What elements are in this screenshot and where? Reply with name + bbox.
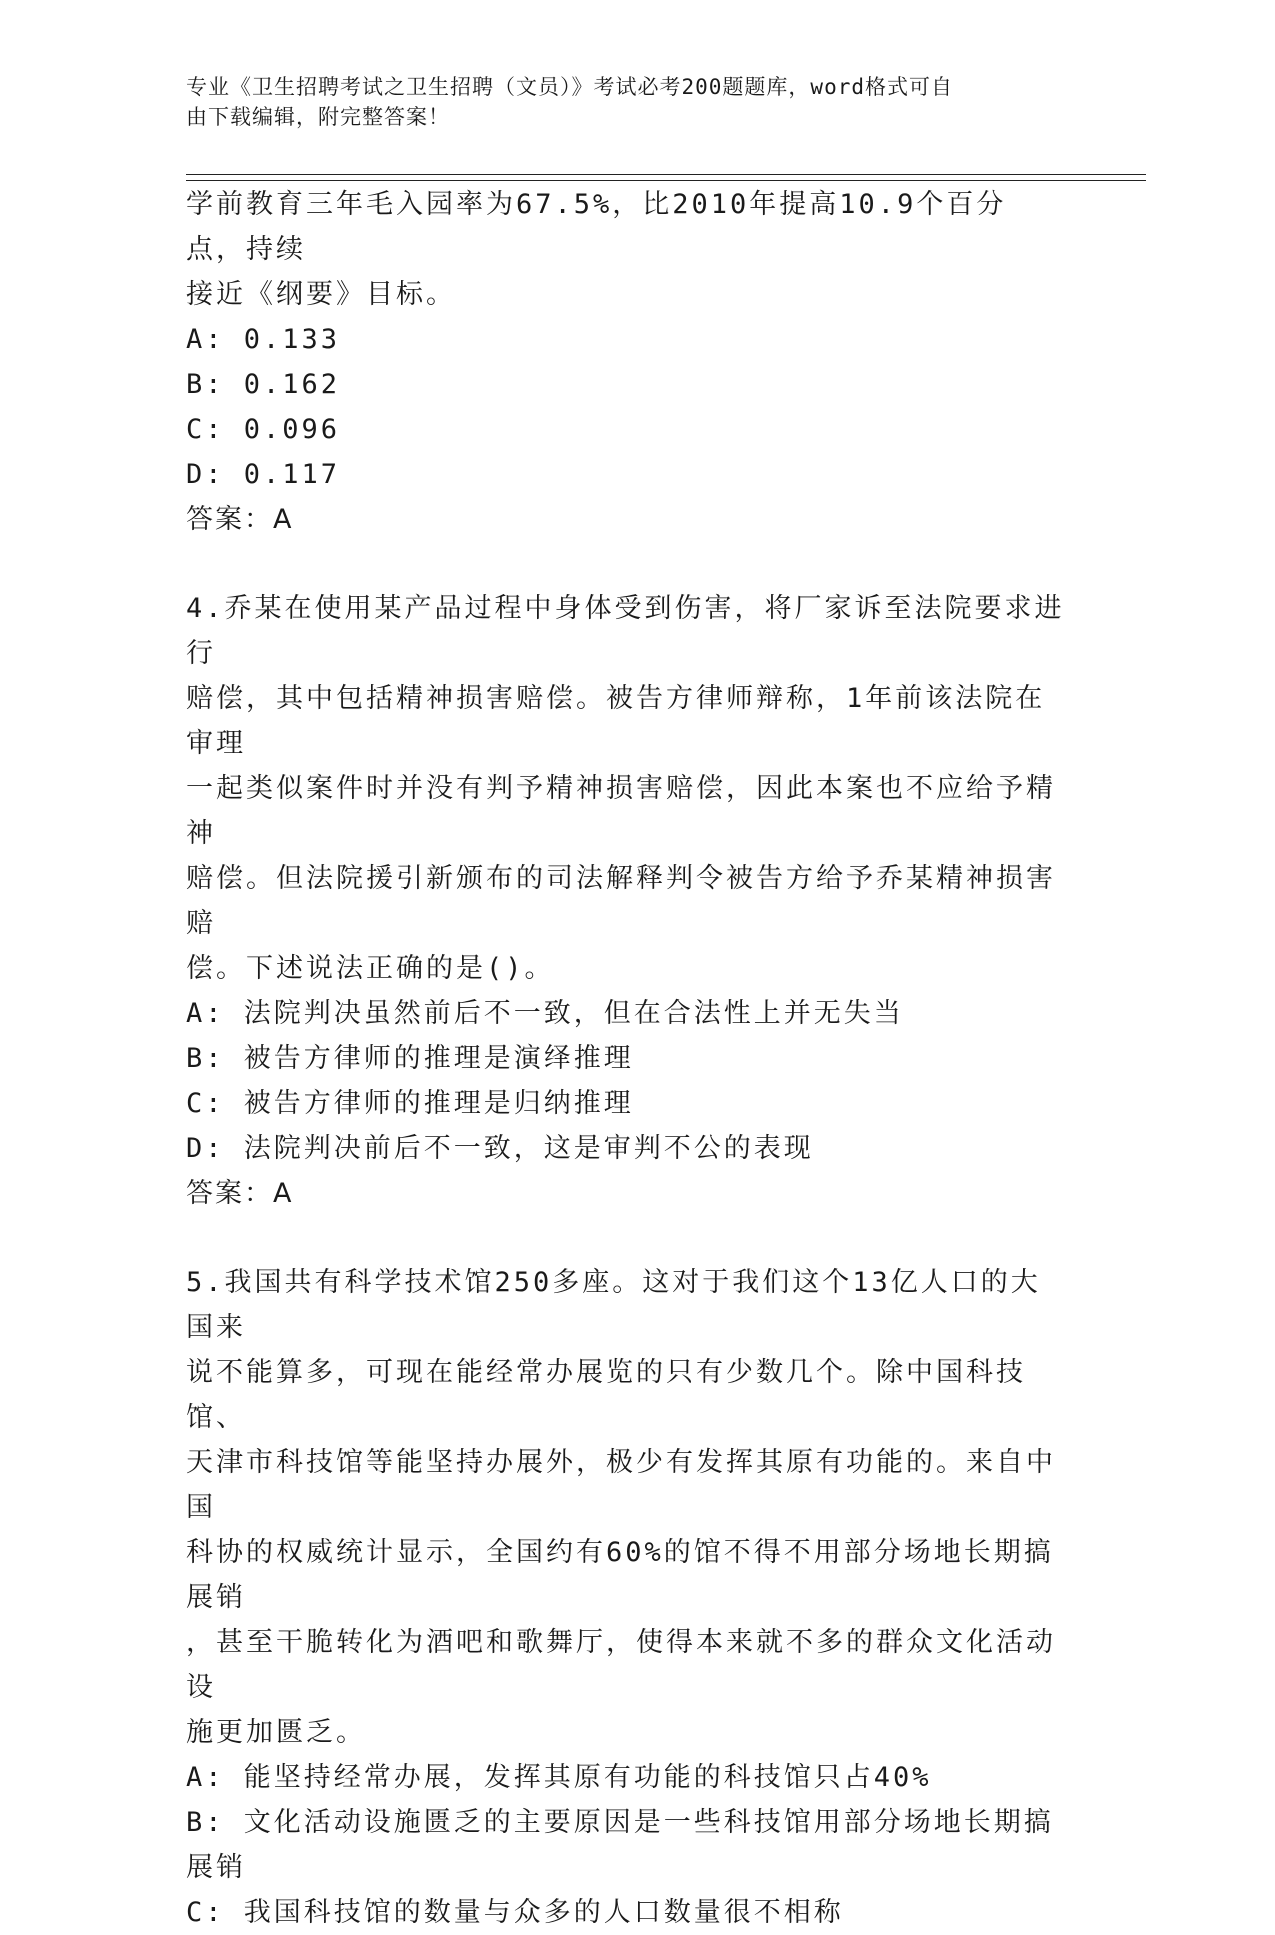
option-b: B: 被告方律师的推理是演绎推理 [186, 1043, 634, 1074]
question-stem-line: 天津市科技馆等能坚持办展外，极少有发挥其原有功能的。来自中国 [186, 1447, 1056, 1523]
header-divider-top [186, 174, 1146, 175]
option-a: A: 法院判决虽然前后不一致，但在合法性上并无失当 [186, 998, 904, 1029]
question-stem-line: 偿。下述说法正确的是()。 [186, 953, 555, 984]
question-stem-line: 说不能算多，可现在能经常办展览的只有少数几个。除中国科技馆、 [186, 1357, 1026, 1433]
answer: 答案：A [186, 504, 294, 535]
header-divider-bottom [186, 180, 1146, 181]
document-header [186, 72, 1046, 132]
header-line-2: 由下载编辑，附完整答案！ [186, 105, 450, 129]
question-stem-line: 学前教育三年毛入园率为67.5%，比2010年提高10.9个百分点，持续 [186, 189, 1007, 265]
option-a: A: 0.133 [186, 324, 341, 355]
option-d: D: 法院判决前后不一致，这是审判不公的表现 [186, 1133, 814, 1164]
option-b: B: 0.162 [186, 369, 341, 400]
header-line-1: 专业《卫生招聘考试之卫生招聘（文员）》考试必考200题题库，word格式可自 [186, 75, 953, 99]
answer: 答案：A [186, 1178, 294, 1209]
option-c: C: 我国科技馆的数量与众多的人口数量很不相称 [186, 1897, 844, 1928]
question-stem-line: 赔偿。但法院援引新颁布的司法解释判令被告方给予乔某精神损害赔 [186, 863, 1056, 939]
document-page [186, 72, 1146, 1928]
question-5 [186, 1260, 1066, 1935]
question-stem-line: 施更加匮乏。 [186, 1717, 366, 1748]
question-stem-line: 赔偿，其中包括精神损害赔偿。被告方律师辩称，1年前该法院在审理 [186, 683, 1046, 759]
question-stem-line: 科协的权威统计显示，全国约有60%的馆不得不用部分场地长期搞展销 [186, 1537, 1054, 1613]
option-a: A: 能坚持经常办展，发挥其原有功能的科技馆只占40% [186, 1762, 932, 1793]
document-body [186, 182, 1066, 1935]
option-b: B: 文化活动设施匮乏的主要原因是一些科技馆用部分场地长期搞展销 [186, 1807, 1054, 1883]
option-d: D: 0.117 [186, 459, 341, 490]
question-3 [186, 182, 1066, 542]
option-c: C: 0.096 [186, 414, 341, 445]
spacer [186, 542, 1066, 586]
question-stem-line: ，甚至干脆转化为酒吧和歌舞厅，使得本来就不多的群众文化活动设 [186, 1627, 1056, 1703]
question-stem-line: 一起类似案件时并没有判予精神损害赔偿，因此本案也不应给予精神 [186, 773, 1056, 849]
question-stem-line: 5.我国共有科学技术馆250多座。这对于我们这个13亿人口的大国来 [186, 1267, 1041, 1343]
question-4 [186, 586, 1066, 1216]
option-c: C: 被告方律师的推理是归纳推理 [186, 1088, 634, 1119]
spacer [186, 1216, 1066, 1260]
question-stem-line: 接近《纲要》目标。 [186, 279, 456, 310]
question-stem-line: 4.乔某在使用某产品过程中身体受到伤害，将厂家诉至法院要求进行 [186, 593, 1065, 669]
